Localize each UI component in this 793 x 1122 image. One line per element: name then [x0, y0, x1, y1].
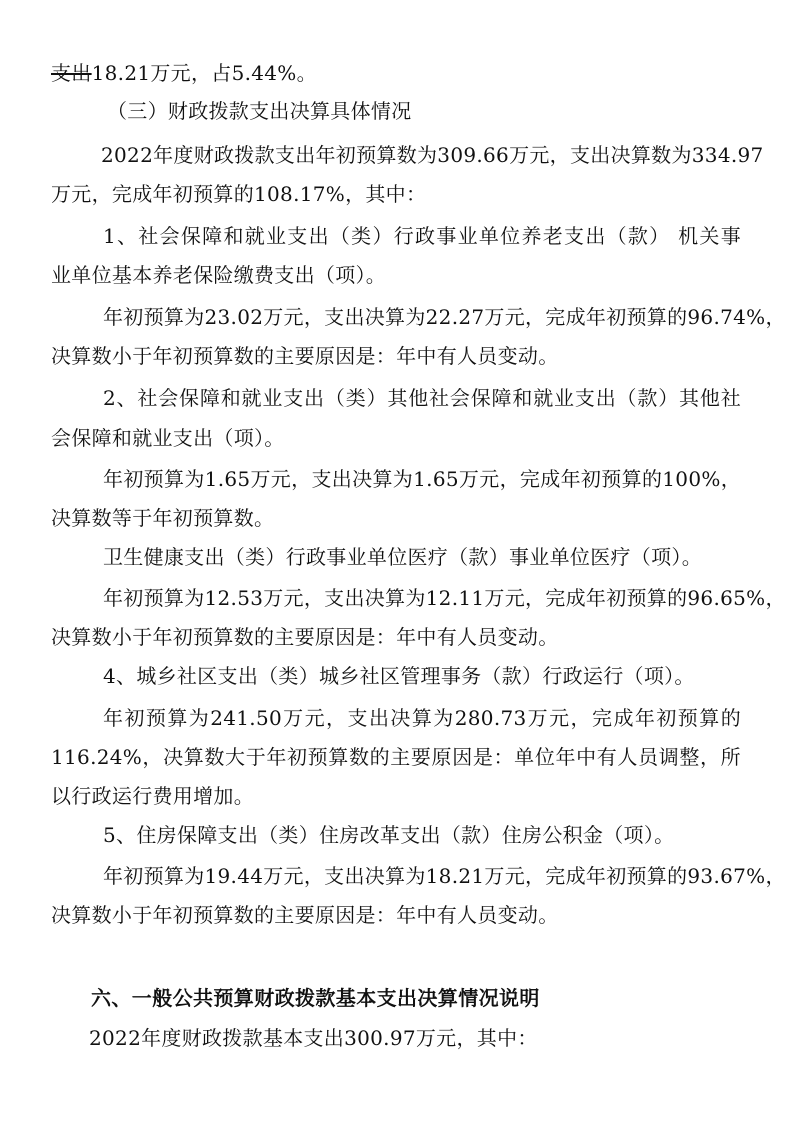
struck-text: 支出 — [51, 61, 92, 85]
item-3-title-line-1: 卫生健康支出（类）行政事业单位医疗（款）事业单位医疗（项）。 — [103, 545, 702, 569]
item-1-detail-line-1: 年初预算为23.02万元，支出决算为22.27万元，完成年初预算的96.74%， — [103, 305, 786, 329]
item-3-detail-line-1: 年初预算为12.53万元，支出决算为12.11万元，完成年初预算的96.65%， — [103, 586, 786, 610]
item-1-title-line-1: 1、社会保障和就业支出（类）行政事业单位养老支出（款） 机关事 — [103, 224, 741, 248]
continuation-text: 18.21万元，占5.44%。 — [91, 61, 317, 85]
continuation-line — [51, 61, 317, 85]
item-3-detail-line-2: 决算数小于年初预算数的主要原因是：年中有人员变动。 — [51, 625, 559, 649]
item-4-detail-line-2: 116.24%，决算数大于年初预算数的主要原因是：单位年中有人员调整，所 — [51, 745, 741, 769]
item-1-title-line-2: 业单位基本养老保险缴费支出（项）。 — [51, 263, 387, 287]
item-4-detail-line-3: 以行政运行费用增加。 — [51, 784, 254, 808]
item-5-detail-line-2: 决算数小于年初预算数的主要原因是：年中有人员变动。 — [51, 903, 559, 927]
item-2-detail-line-2: 决算数等于年初预算数。 — [51, 506, 275, 530]
item-4-title-line-1: 4、城乡社区支出（类）城乡社区管理事务（款）行政运行（项）。 — [103, 664, 695, 688]
section-6-heading: 六、一般公共预算财政拨款基本支出决算情况说明 — [91, 986, 540, 1010]
item-2-title-line-2: 会保障和就业支出（项）。 — [51, 426, 285, 450]
summary-line-1: 2022年度财政拨款支出年初预算数为309.66万元，支出决算数为334.97 — [101, 143, 764, 167]
item-5-detail-line-1: 年初预算为19.44万元，支出决算为18.21万元，完成年初预算的93.67%， — [103, 864, 786, 888]
section-6-line-1: 2022年度财政拨款基本支出300.97万元，其中： — [89, 1026, 538, 1050]
item-2-title-line-1: 2、社会保障和就业支出（类）其他社会保障和就业支出（款）其他社 — [103, 386, 741, 410]
item-5-title-line-1: 5、住房保障支出（类）住房改革支出（款）住房公积金（项）。 — [103, 823, 675, 847]
item-1-detail-line-2: 决算数小于年初预算数的主要原因是：年中有人员变动。 — [51, 344, 559, 368]
item-4-detail-line-1: 年初预算为241.50万元，支出决算为280.73万元，完成年初预算的 — [103, 706, 741, 730]
summary-line-2: 万元，完成年初预算的108.17%，其中： — [51, 182, 427, 206]
item-2-detail-line-1: 年初预算为1.65万元，支出决算为1.65万元，完成年初预算的100%， — [103, 467, 741, 491]
subsection-title: （三）财政拨款支出决算具体情况 — [107, 99, 412, 123]
